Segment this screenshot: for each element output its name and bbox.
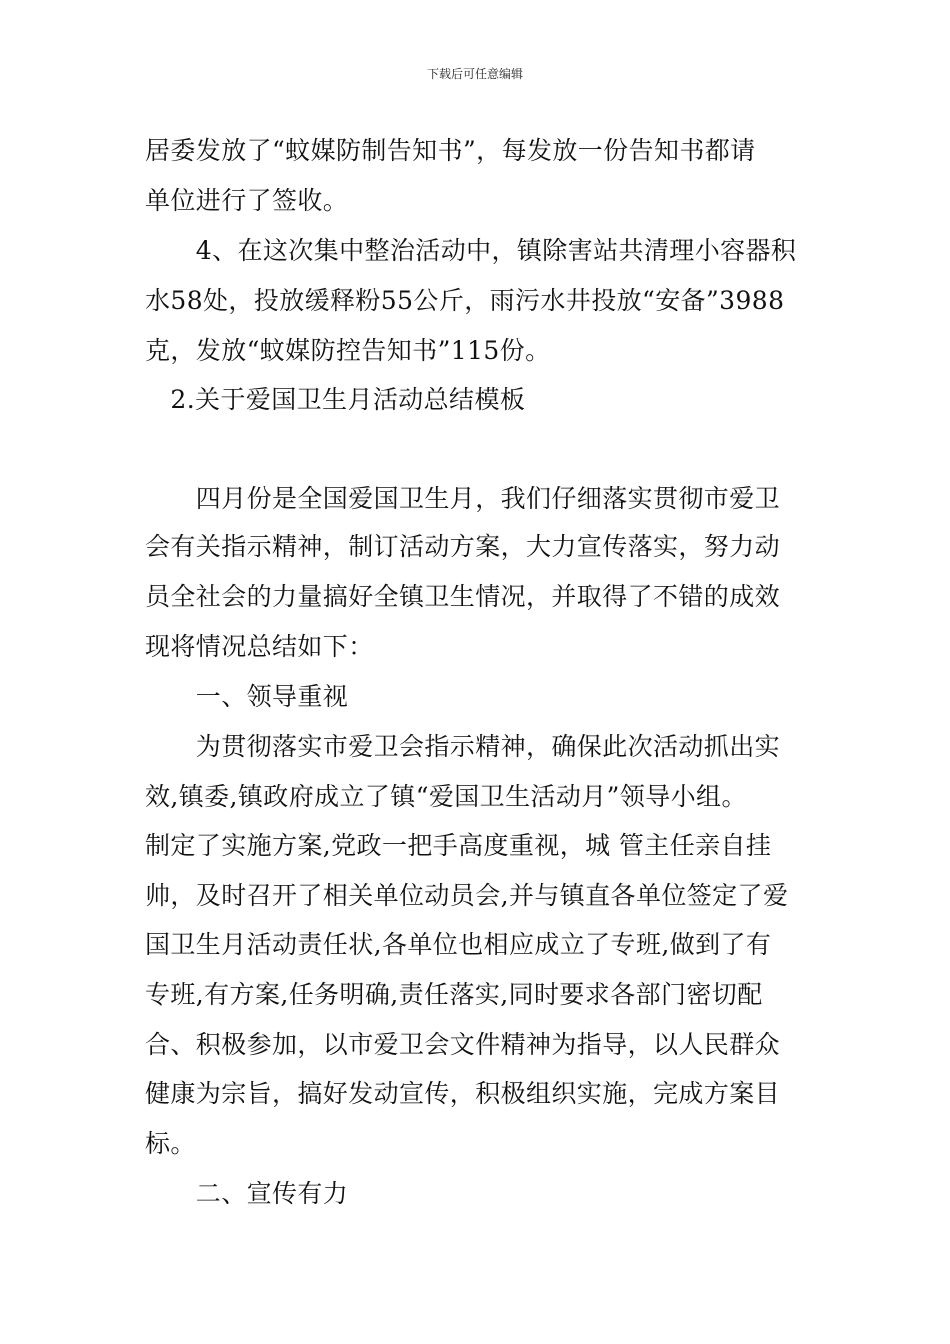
section-heading: 一、领导重视 xyxy=(145,682,349,711)
text-line: 4、在这次集中整治活动中，镇除害站共清理小容器积 xyxy=(145,236,797,265)
text-line: 居委发放了“蚊媒防制告知书”，每发放一份告知书都请 xyxy=(145,136,756,165)
section-heading: 二、宣传有力 xyxy=(145,1179,349,1208)
text-line: 会有关指示精神，制订活动方案，大力宣传落实，努力动 xyxy=(145,532,781,561)
text-line: 员全社会的力量搞好全镇卫生情况，并取得了不错的成效 xyxy=(145,582,781,611)
text-line: 专班,有方案,任务明确,责任落实,同时要求各部门密切配 xyxy=(145,980,763,1009)
text-line: 单位进行了签收。 xyxy=(145,186,349,215)
text-line: 合、积极参加，以市爱卫会文件精神为指导，以人民群众 xyxy=(145,1030,781,1059)
text-line: 四月份是全国爱国卫生月，我们仔细落实贯彻市爱卫 xyxy=(145,484,781,513)
text-line: 克，发放“蚊媒防控告知书”115份。 xyxy=(145,336,551,365)
text-line: 标。 xyxy=(145,1129,196,1158)
text-line: 水58处，投放缓释粉55公斤，雨污水井投放“安备”3988 xyxy=(145,286,785,315)
page-header: 下载后可任意编辑 xyxy=(426,67,523,81)
text-line: 现将情况总结如下： xyxy=(145,632,374,661)
text-line: 效,镇委,镇政府成立了镇“爱国卫生活动月”领导小组。 xyxy=(145,782,747,811)
text-line: 国卫生月活动责任状,各单位也相应成立了专班,做到了有 xyxy=(145,930,772,959)
text-line: 制定了实施方案,党政一把手高度重视，城 管主任亲自挂 xyxy=(145,831,772,860)
text-line: 为贯彻落实市爱卫会指示精神，确保此次活动抓出实 xyxy=(145,732,781,761)
section-title: 2.关于爱国卫生月活动总结模板 xyxy=(145,385,526,414)
text-line: 帅，及时召开了相关单位动员会,并与镇直各单位签定了爱 xyxy=(145,881,789,910)
text-line: 健康为宗旨，搞好发动宣传，积极组织实施，完成方案目 xyxy=(145,1079,781,1108)
